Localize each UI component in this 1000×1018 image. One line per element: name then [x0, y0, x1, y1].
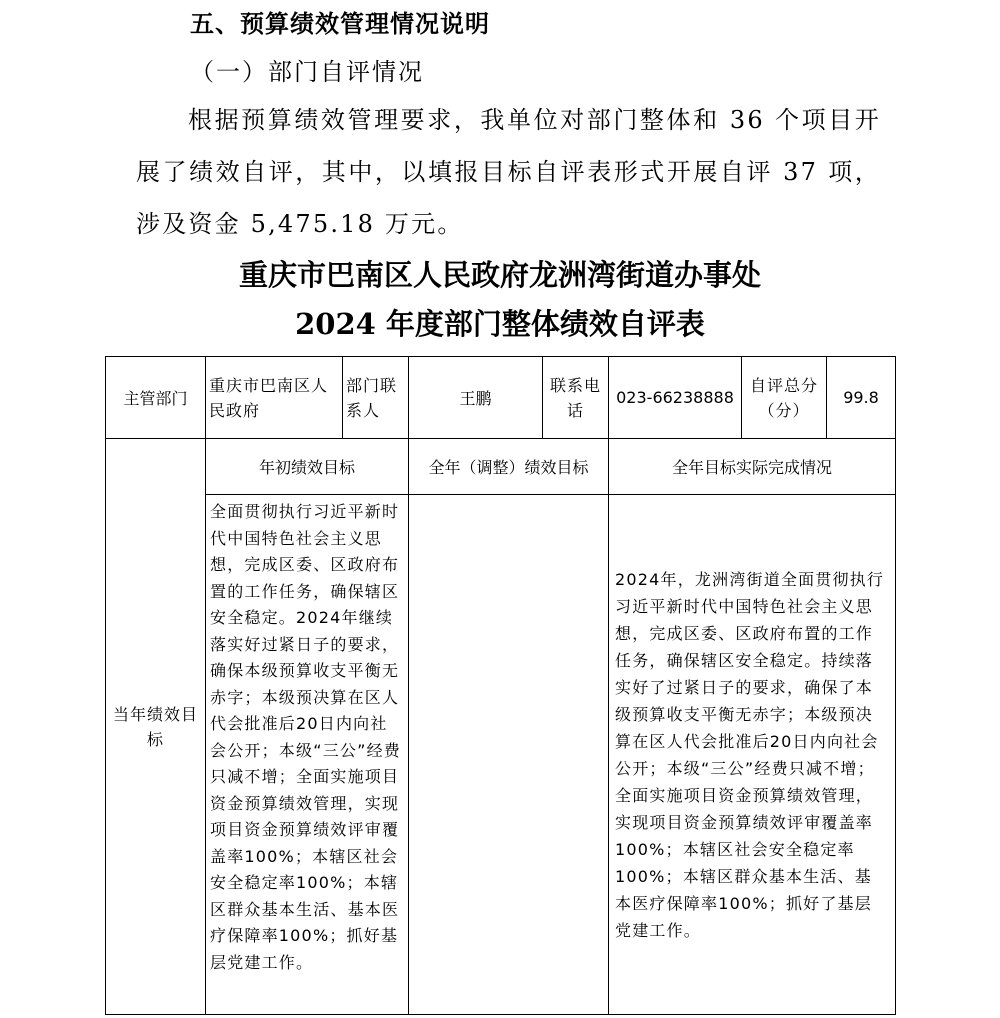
- dept-value-cell: 重庆市巴南区人民政府: [206, 357, 343, 439]
- report-title-line2: 2024 年度部门整体绩效自评表: [295, 307, 705, 341]
- section-heading: 五、预算绩效管理情况说明: [190, 9, 490, 38]
- actual-result-text-cell: 2024年，龙洲湾街道全面贯彻执行习近平新时代中国特色社会主义思想，完成区委、区政府布置的工作任务，确保辖区安全稳定。持续落实好了过紧日子的要求，确保了本级预算收支平衡无赤字；本级预决算在区人代会批准后20日内向社会公开；本级“三公”经费只减不增；全面实施项目资金预算绩效管理，实现项目资金预算绩效评审覆盖率100%；本辖区社会安全稳定率100%；本辖区群众基本生活、基本医疗保障率100%；抓好了基层党建工作。: [609, 495, 896, 1015]
- subsection-heading: （一）部门自评情况: [190, 58, 424, 86]
- adjusted-goal-header: 全年（调整）绩效目标: [409, 439, 609, 495]
- contact-label-cell: 部门联系人: [343, 357, 409, 439]
- actual-result-header: 全年目标实际完成情况: [609, 439, 896, 495]
- initial-goal-header: 年初绩效目标: [206, 439, 409, 495]
- dept-label-cell: 主管部门: [106, 357, 206, 439]
- goal-row-label-cell: 当年绩效目标: [106, 439, 206, 1015]
- adjusted-goal-text-cell: [409, 495, 609, 1015]
- table-row-goal-content: [106, 495, 896, 1015]
- phone-label-cell: 联系电话: [543, 357, 609, 439]
- initial-goal-text-cell: 全面贯彻执行习近平新时代中国特色社会主义思想，完成区委、区政府布置的工作任务，确保辖区安全稳定。2024年继续落实好过紧日子的要求，确保本级预算收支平衡无赤字；本级预决算在区人代会批准后20日内向社会公开；本级“三公”经费只减不增；全面实施项目资金预算绩效管理，实现项目资金预算绩效评审覆盖率100%；本辖区社会安全稳定率100%；本辖区群众基本生活、基本医疗保障率100%；抓好基层党建工作。: [206, 495, 409, 1015]
- self-evaluation-table: [105, 356, 896, 1015]
- table-row-goal-headers: [106, 439, 896, 495]
- score-value-cell: 99.8: [827, 357, 896, 439]
- report-title-line1: 重庆市巴南区人民政府龙洲湾街道办事处: [238, 258, 761, 292]
- intro-paragraph: 根据预算绩效管理要求，我单位对部门整体和 36 个项目开展了绩效自评，其中，以填报目标自评表形式开展自评 37 项，涉及资金 5,475.18 万元。: [136, 106, 881, 238]
- score-label-cell: 自评总分（分）: [742, 357, 827, 439]
- table-row-header: [106, 357, 896, 439]
- contact-value-cell: 王鹏: [409, 357, 543, 439]
- phone-value-cell: 023-66238888: [609, 357, 742, 439]
